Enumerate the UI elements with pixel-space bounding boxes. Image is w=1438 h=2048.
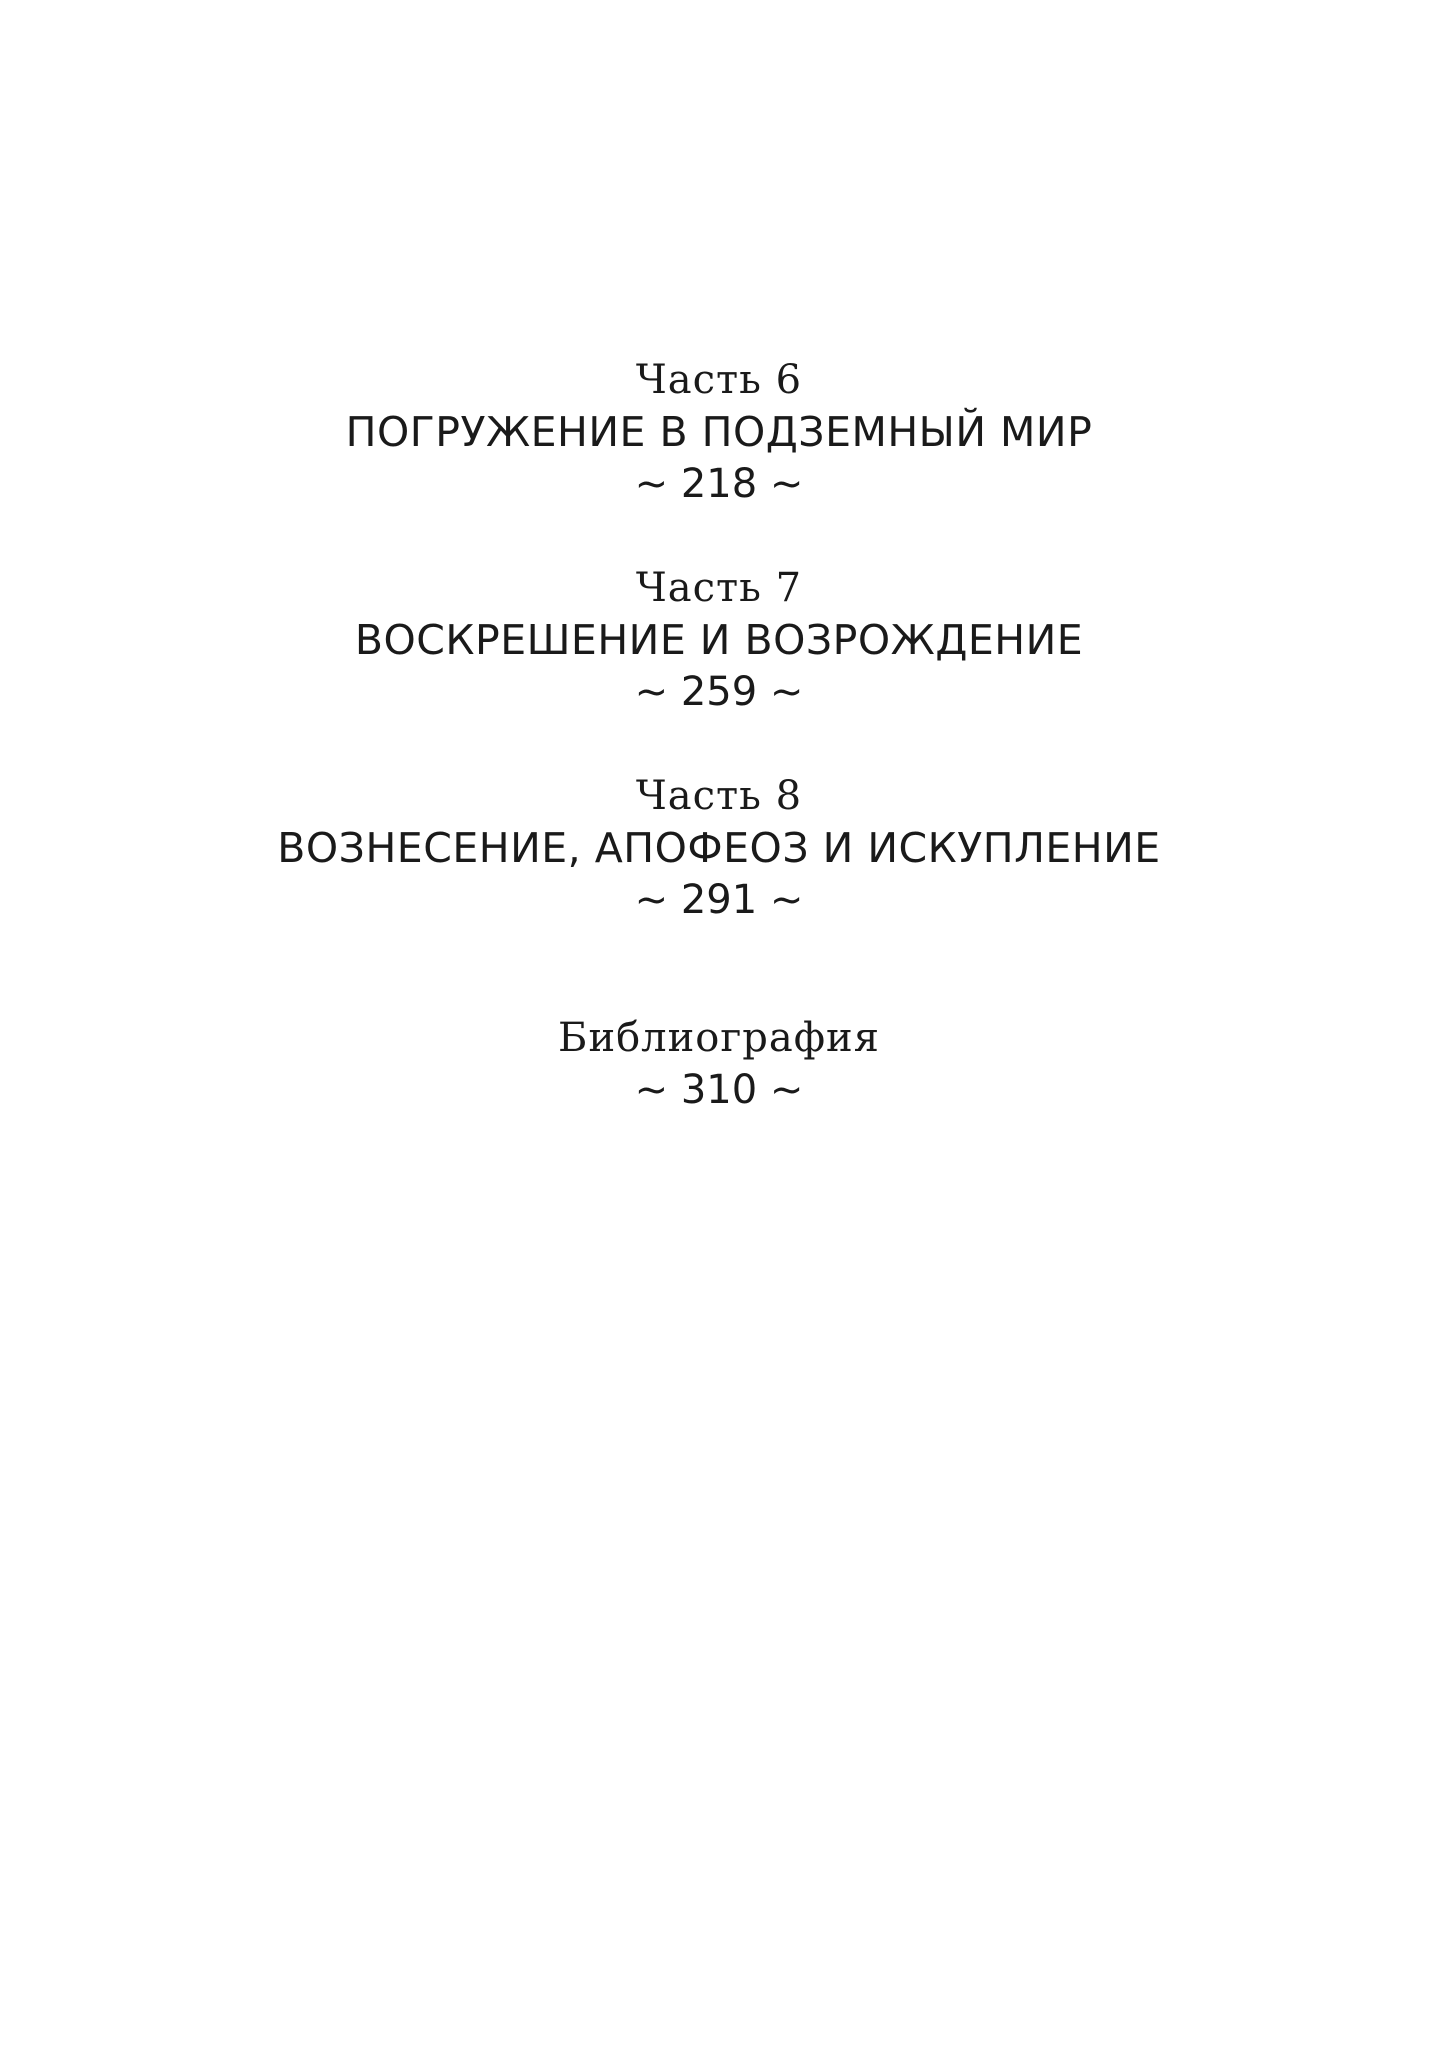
toc-entry-part-6[interactable] [0, 354, 1438, 510]
part-title: ВОСКРЕШЕНИЕ И ВОЗРОЖДЕНИЕ [354, 616, 1084, 664]
part-label: Часть 7 [635, 565, 803, 611]
part-title: ПОГРУЖЕНИЕ В ПОДЗЕМНЫЙ МИР [345, 408, 1093, 456]
toc-entry-bibliography[interactable] [0, 1012, 1438, 1116]
page-number: ~ 218 ~ [634, 461, 804, 507]
page-number: ~ 291 ~ [634, 877, 804, 923]
part-label: Часть 6 [635, 357, 803, 403]
page-number: ~ 310 ~ [634, 1067, 804, 1113]
part-title: ВОЗНЕСЕНИЕ, АПОФЕОЗ И ИСКУПЛЕНИЕ [277, 824, 1161, 872]
bibliography-label: Библиография [558, 1015, 880, 1061]
toc-entry-part-8[interactable] [0, 770, 1438, 926]
part-label: Часть 8 [635, 773, 803, 819]
page-number: ~ 259 ~ [634, 669, 804, 715]
toc-entry-part-7[interactable] [0, 562, 1438, 718]
